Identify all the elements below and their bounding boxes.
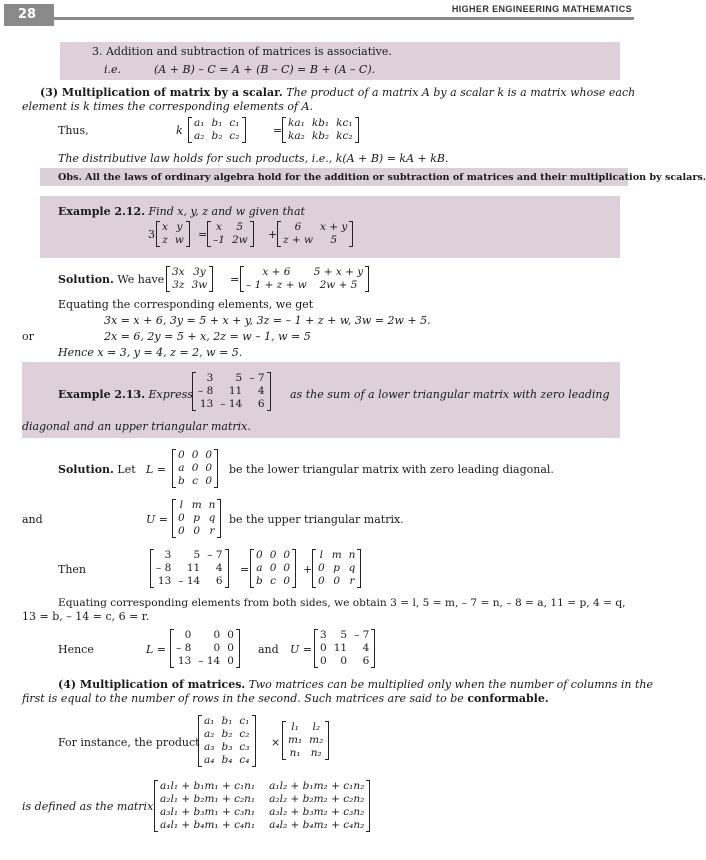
mult-heading: (4) Multiplication of matrices. <box>58 678 246 691</box>
book-title: HIGHER ENGINEERING MATHEMATICS <box>451 4 632 14</box>
matrix-cell: b₃ <box>221 741 233 753</box>
matrix-cell: – 14 <box>198 655 221 667</box>
matrix-cell: a₁l₁ + b₁m₁ + c₁n₁ <box>160 780 256 792</box>
matrix-cell: ka₂ <box>288 130 305 142</box>
matrix-cell: 0 <box>340 655 348 667</box>
conformable-term: conformable. <box>467 692 549 705</box>
matrix-u-symbolic-copy <box>312 549 361 588</box>
matrix-cell: 5 + x + y <box>313 266 364 278</box>
matrix-6xy <box>277 221 353 247</box>
matrix-cell: 0 <box>213 629 221 641</box>
matrix-cell: 2w + 5 <box>319 279 358 291</box>
matrix-cell: x + 6 <box>262 266 291 278</box>
matrix-cell: 3y <box>193 266 206 278</box>
matrix-ka <box>282 117 359 143</box>
matrix-cell: 4 <box>215 562 223 574</box>
matrix-u-symbolic <box>172 499 221 538</box>
page-number: 28 <box>4 4 54 26</box>
lower-desc: be the lower triangular matrix with zero leading diagonal. <box>229 463 554 476</box>
matrix-cell: b₂ <box>221 728 233 740</box>
matrix-cell: n <box>208 499 216 511</box>
matrix-cell: 11 <box>228 385 243 397</box>
matrix-cell: a₃l₂ + b₃m₂ + c₃n₂ <box>269 806 365 818</box>
mult-line-1 <box>58 678 653 692</box>
matrix-x5 <box>207 221 254 247</box>
matrix-cell: 3 <box>164 549 172 561</box>
associative-ie: i.e. <box>104 63 122 76</box>
matrix-l-symbolic-copy <box>250 549 296 588</box>
matrix-cell: 0 <box>178 449 185 461</box>
matrix-cell: c₂ <box>239 728 250 740</box>
matrix-cell: – 8 <box>156 562 172 574</box>
matrix-cell: x + y <box>320 221 348 233</box>
matrix-cell: 0 <box>318 575 325 587</box>
matrix-given <box>192 372 271 411</box>
matrix-cell: 6 <box>362 655 370 667</box>
matrix-cell: – 14 <box>178 575 201 587</box>
example-2-13-express: Express <box>148 388 193 401</box>
matrix-cell: a₁ <box>204 715 215 727</box>
matrix-cell: kb₁ <box>311 117 330 129</box>
matrix-cell: r <box>209 525 215 537</box>
matrix-cell: b <box>178 475 185 487</box>
thus-label: Thus, <box>58 124 89 137</box>
matrix-cell: w <box>174 234 184 246</box>
scalar-line-1 <box>40 86 635 100</box>
matrix-cell: y <box>176 221 183 233</box>
matrix-cell: 0 <box>269 549 277 561</box>
matrix-cell: 6 <box>215 575 223 587</box>
matrix-cell: 11 <box>333 642 348 654</box>
matrix-cell: a <box>256 562 263 574</box>
mult-line-2 <box>22 692 549 706</box>
matrix-cell: kc₂ <box>336 130 353 142</box>
let-text: Let <box>117 463 136 476</box>
hence-label: Hence <box>58 643 94 656</box>
example-2-13-label: Example 2.13. <box>58 388 146 401</box>
matrix-cell: c <box>192 475 199 487</box>
matrix-cell: 0 <box>193 525 201 537</box>
u-equals: U = <box>290 643 312 656</box>
matrix-cell: 0 <box>227 629 234 641</box>
matrix-cell: 0 <box>283 562 291 574</box>
and-label-2: and <box>258 643 279 656</box>
matrix-cell: 5 <box>330 234 337 246</box>
matrix-cell: 5 <box>235 372 243 384</box>
associative-formula: (A + B) – C = A + (B – C) = B + (A – C). <box>154 63 376 76</box>
l-equals: L = <box>146 463 167 476</box>
equation-line-1: 3x = x + 6, 3y = 5 + x + y, 3z = – 1 + z + w, 3w = 2w + 5. <box>104 314 431 327</box>
matrix-cell: 5 <box>340 629 348 641</box>
equals-sign: = <box>240 563 250 576</box>
matrix-cell: c₄ <box>239 754 250 766</box>
distributive-law: The distributive law holds for such products, i.e., k(A + B) = kA + kB. <box>58 152 449 165</box>
matrix-cell: 0 <box>333 575 341 587</box>
matrix-cell: 4 <box>362 642 370 654</box>
matrix-cell: l <box>319 549 324 561</box>
matrix-l-numeric <box>170 629 240 668</box>
matrix-cell: b <box>256 575 263 587</box>
matrix-cell: 11 <box>186 562 201 574</box>
matrix-cell: m <box>331 549 342 561</box>
matrix-cell: a₂l₁ + b₂m₁ + c₂n₁ <box>160 793 256 805</box>
u-equals: U = <box>146 513 168 526</box>
matrix-cell: l₂ <box>312 721 321 733</box>
matrix-cell: 0 <box>184 629 192 641</box>
matrix-cell: 3x <box>172 266 185 278</box>
matrix-cell: q <box>348 562 356 574</box>
matrix-cell: 0 <box>213 642 221 654</box>
matrix-cell: b₁ <box>221 715 233 727</box>
example-2-12-label: Example 2.12. <box>58 205 146 218</box>
matrix-cell: 3z <box>172 279 185 291</box>
matrix-cell: r <box>349 575 355 587</box>
matrix-cell: 0 <box>318 562 325 574</box>
matrix-cell: 0 <box>178 512 185 524</box>
matrix-cell: 0 <box>191 462 199 474</box>
matrix-cell: 6 <box>257 398 265 410</box>
equating-line-2: 13 = b, – 14 = c, 6 = r. <box>22 610 150 623</box>
matrix-cell: q <box>208 512 216 524</box>
matrix-cell: m₁ <box>288 734 303 746</box>
matrix-cell: 3w <box>191 279 208 291</box>
solution-text: We have <box>117 273 165 286</box>
solution-line <box>58 273 164 287</box>
matrix-cell: x <box>162 221 168 233</box>
matrix-result <box>240 266 369 292</box>
equating-text: Equating the corresponding elements, we get <box>58 298 314 311</box>
matrix-cell: a₂ <box>194 130 205 142</box>
matrix-cell: c₂ <box>229 130 240 142</box>
matrix-cell: a₄l₂ + b₄m₂ + c₄n₂ <box>269 819 365 831</box>
matrix-cell: 13 <box>157 575 172 587</box>
header-rule <box>54 17 634 20</box>
example-2-13-line-2: diagonal and an upper triangular matrix. <box>22 420 251 433</box>
matrix-cell: kc₁ <box>336 117 353 129</box>
example-2-12-question: Find x, y, z and w given that <box>148 205 305 218</box>
matrix-cell: c <box>270 575 277 587</box>
matrix-cell: 5 <box>193 549 201 561</box>
matrix-cell: 0 <box>227 642 234 654</box>
matrix-cell: – 7 <box>354 629 370 641</box>
matrix-cell: – 7 <box>207 549 223 561</box>
matrix-cell: 0 <box>205 462 213 474</box>
matrix-3x <box>166 266 213 292</box>
solution-label: Solution. <box>58 273 114 286</box>
example-2-13-line <box>58 388 193 402</box>
matrix-cell: a₂l₂ + b₂m₂ + c₂n₂ <box>269 793 365 805</box>
matrix-cell: 0 <box>283 575 291 587</box>
matrix-xyzw <box>156 221 190 247</box>
matrix-cell: 0 <box>283 549 291 561</box>
scalar-text-1: The product of a matrix A by a scalar k is a matrix whose each <box>286 86 636 99</box>
matrix-cell: 13 <box>199 398 214 410</box>
matrix-cell: z + w <box>283 234 313 246</box>
scalar-heading: (3) Multiplication of matrix by a scalar. <box>40 86 283 99</box>
plus-sign: + <box>303 563 313 576</box>
matrix-cell: n₁ <box>289 747 301 759</box>
matrix-cell: kb₂ <box>311 130 330 142</box>
matrix-cell: a₁ <box>194 117 205 129</box>
mult-text-2: first is equal to the number of rows in the second. Such matrices are said to be <box>22 692 464 705</box>
matrix-cell: c₃ <box>239 741 250 753</box>
matrix-cell: 0 <box>178 525 185 537</box>
matrix-cell: a₄l₁ + b₄m₁ + c₄n₁ <box>160 819 256 831</box>
matrix-cell: a₂ <box>204 728 215 740</box>
and-label: and <box>22 513 43 526</box>
equation-line-2: 2x = 6, 2y = 5 + x, 2z = w – 1, w = 5 <box>104 330 311 343</box>
obs-text: Obs. All the laws of ordinary algebra hold for the addition or subtraction of matrices and their multiplication by scalars. <box>58 172 706 183</box>
example-2-13-rest: as the sum of a lower triangular matrix with zero leading <box>290 388 610 401</box>
matrix-cell: p <box>333 562 341 574</box>
matrix-cell: b₄ <box>221 754 233 766</box>
mult-text-1: Two matrices can be multiplied only when the number of columns in the <box>248 678 653 691</box>
matrix-cell: 6 <box>294 221 302 233</box>
matrix-cell: – 8 <box>176 642 192 654</box>
scalar-k: k <box>176 124 183 137</box>
equals-sign: = <box>273 124 283 137</box>
solution-label: Solution. <box>58 463 114 476</box>
matrix-cell: ka₁ <box>288 117 305 129</box>
matrix-cell: a <box>178 462 185 474</box>
plus-sign: + <box>268 228 278 241</box>
matrix-cell: 4 <box>257 385 265 397</box>
matrix-cell: – 8 <box>198 385 214 397</box>
matrix-cell: 13 <box>177 655 192 667</box>
matrix-cell: z <box>162 234 168 246</box>
for-instance: For instance, the product <box>58 736 200 749</box>
scalar-three: 3 <box>148 228 155 241</box>
scalar-line-2: element is k times the corresponding elements of A. <box>22 100 313 113</box>
matrix-l-symbolic <box>172 449 218 488</box>
l-equals: L = <box>146 643 167 656</box>
upper-desc: be the upper triangular matrix. <box>229 513 404 526</box>
matrix-cell: 0 <box>191 449 199 461</box>
matrix-cell: 0 <box>205 449 213 461</box>
equals-sign: = <box>230 273 240 286</box>
then-label: Then <box>58 563 87 576</box>
hence-result: Hence x = 3, y = 4, z = 2, w = 5. <box>58 346 243 359</box>
matrix-cell: c₁ <box>229 117 240 129</box>
matrix-cell: 3 <box>206 372 214 384</box>
matrix-cell: a₃ <box>204 741 215 753</box>
matrix-cell: l₁ <box>291 721 299 733</box>
defined-as: is defined as the matrix <box>22 800 154 813</box>
matrix-cell: 0 <box>320 655 327 667</box>
matrix-cell: p <box>193 512 201 524</box>
matrix-product <box>154 780 370 832</box>
example-2-12-line <box>58 205 305 219</box>
matrix-cell: 3 <box>320 629 327 641</box>
matrix-cell: b₁ <box>211 117 223 129</box>
matrix-cell: a₁l₂ + b₁m₂ + c₁n₂ <box>269 780 365 792</box>
matrix-cell: 0 <box>269 562 277 574</box>
times-sign: × <box>271 736 281 749</box>
matrix-cell: x <box>216 221 222 233</box>
matrix-cell: – 1 + z + w <box>246 279 307 291</box>
matrix-cell: m₂ <box>309 734 324 746</box>
matrix-cell: –1 <box>213 234 225 246</box>
matrix-cell: 0 <box>320 642 327 654</box>
equating-line-1: Equating corresponding elements from both sides, we obtain 3 = l, 5 = m, – 7 = n, – 8 = a, 11 = p, 4 = q, <box>58 597 626 609</box>
matrix-cell: b₂ <box>211 130 223 142</box>
matrix-cell: n <box>348 549 356 561</box>
matrix-cell: m <box>191 499 202 511</box>
matrix-cell: n₂ <box>310 747 322 759</box>
matrix-cell: l <box>179 499 184 511</box>
matrix-cell: – 14 <box>220 398 243 410</box>
matrix-a <box>188 117 246 143</box>
associative-text: 3. Addition and subtraction of matrices is associative. <box>92 45 392 58</box>
solution-let <box>58 463 136 477</box>
matrix-cell: c₁ <box>239 715 250 727</box>
equals-sign: = <box>198 228 208 241</box>
matrix-cell: a₄ <box>204 754 215 766</box>
matrix-u-numeric <box>314 629 375 668</box>
matrix-cell: 0 <box>256 549 263 561</box>
matrix-cell: 0 <box>205 475 213 487</box>
matrix-cell: 0 <box>227 655 234 667</box>
matrix-cell: – 7 <box>249 372 265 384</box>
matrix-cell: 5 <box>236 221 244 233</box>
matrix-cell: a₃l₁ + b₃m₁ + c₃n₁ <box>160 806 256 818</box>
or-label: or <box>22 330 34 343</box>
matrix-q <box>282 721 329 760</box>
matrix-given-copy <box>150 549 229 588</box>
matrix-cell: 2w <box>231 234 248 246</box>
matrix-p <box>198 715 256 767</box>
